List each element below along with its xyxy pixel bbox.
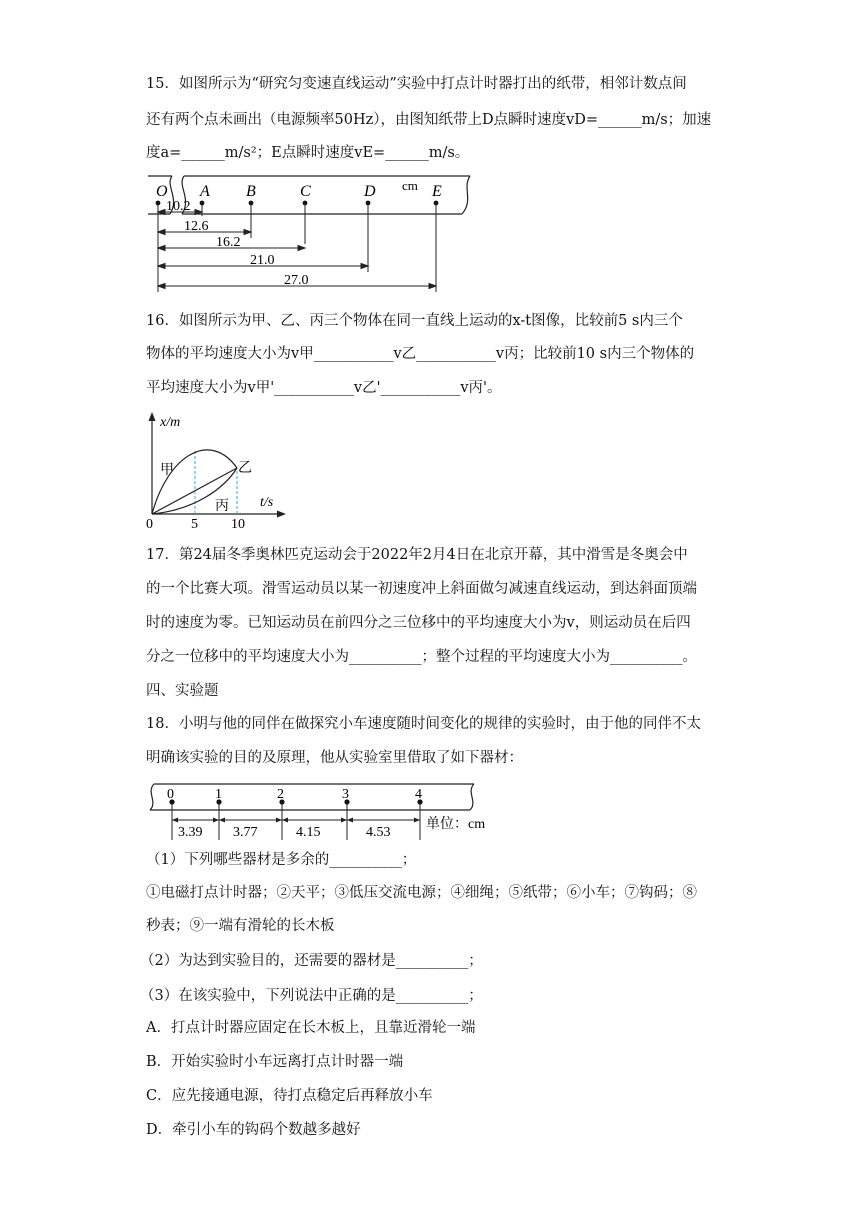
q15-paper-tape-figure [140,172,480,297]
q15-dist-OE: 27.0 [284,273,309,288]
q18-items1: ①电磁打点计时器；②天平；③低压交流电源；④细绳；⑤纸带；⑥小车；⑦钩码；⑧ [146,885,697,901]
q16-line3: 平均速度大小为v甲'___________v乙'___________v丙'。 [146,380,502,396]
q15-dist-OD: 21.0 [250,253,275,268]
q18-unit: 单位：cm [426,817,486,832]
q18-label-2: 2 [277,787,284,802]
q18-option-c: C．应先接通电源，待打点稳定后再释放小车 [146,1088,433,1104]
q18-label-0: 0 [167,787,174,802]
q15-dist-OB: 12.6 [184,219,209,234]
q16-label-bing: 丙 [215,499,229,514]
q15-label-D: D [364,183,376,200]
q18-seg-1: 3.39 [178,825,203,840]
q16-xlabel: t/s [260,495,274,510]
section-heading: 四、实验题 [146,683,219,699]
q15-unit: cm [402,178,418,193]
q16-tick-10: 10 [231,517,245,532]
q18-label-1: 1 [215,787,222,802]
q15-line3: 度a=______m/s²；E点瞬时速度vE=______m/s。 [146,145,470,161]
q15-line2: 还有两个点未画出（电源频率50Hz），由图知纸带上D点瞬时速度vD=______m/s；加速 [146,112,712,128]
q18-sub3: （3）在该实验中，下列说法中正确的是__________； [140,988,483,1004]
q18-line2: 明确该实验的目的及原理，他从实验室里借取了如下器材： [146,750,523,766]
q16-label-jia: 甲 [160,463,174,478]
q16-origin: 0 [146,517,153,532]
q16-xt-graph [138,410,288,532]
q18-label-3: 3 [342,787,349,802]
q15-label-B: B [246,183,256,200]
q18-line1: 18．小明与他的同伴在做探究小车速度随时间变化的规律的实验时，由于他的同伴不太 [146,716,701,732]
q17-line3: 时的速度为零。已知运动员在前四分之三位移中的平均速度大小为v，则运动员在后四 [146,615,691,631]
q15-line1: 15．如图所示为“研究匀变速直线运动”实验中打点计时器打出的纸带，相邻计数点间 [146,76,687,92]
q18-seg-4: 4.53 [366,825,391,840]
q15-label-E: E [432,183,442,200]
q18-label-4: 4 [415,787,422,802]
q18-items2: 秒表；⑨一端有滑轮的长木板 [146,918,335,934]
q18-sub1: （1）下列哪些器材是多余的__________； [146,852,417,868]
q17-line4: 分之一位移中的平均速度大小为__________；整个过程的平均速度大小为__________。 [146,649,697,665]
q15-dist-OC: 16.2 [216,235,241,250]
q16-line1: 16．如图所示为甲、乙、丙三个物体在同一直线上运动的x-t图像，比较前5 s内三个 [146,313,683,329]
q18-option-d: D．牵引小车的钩码个数越多越好 [146,1122,361,1138]
q18-seg-2: 3.77 [233,825,258,840]
q17-line2: 的一个比赛大项。滑雪运动员以某一初速度冲上斜面做匀减速直线运动，到达斜面顶端 [146,581,697,597]
q18-seg-3: 4.15 [296,825,321,840]
q16-label-yi: 乙 [238,461,252,476]
q16-ylabel: x/m [160,415,181,430]
q18-option-a: A．打点计时器应固定在长木板上，且靠近滑轮一端 [146,1020,476,1036]
q15-label-O: O [156,183,168,200]
q17-line1: 17．第24届冬季奥林匹克运动会于2022年2月4日在北京开幕，其中滑雪是冬奥会中 [146,547,688,563]
q15-label-C: C [300,183,311,200]
q15-label-A: A [200,183,210,200]
q18-option-b: B．开始实验时小车远离打点计时器一端 [146,1054,404,1070]
q18-paper-tape-figure [144,778,490,846]
q18-sub2: （2）为达到实验目的，还需要的器材是__________； [140,953,483,969]
q15-dist-OA: 10.2 [166,199,191,214]
q16-tick-5: 5 [191,517,198,532]
q16-line2: 物体的平均速度大小为v甲___________v乙___________v丙；比较前10 s内三个物体的 [146,346,695,362]
